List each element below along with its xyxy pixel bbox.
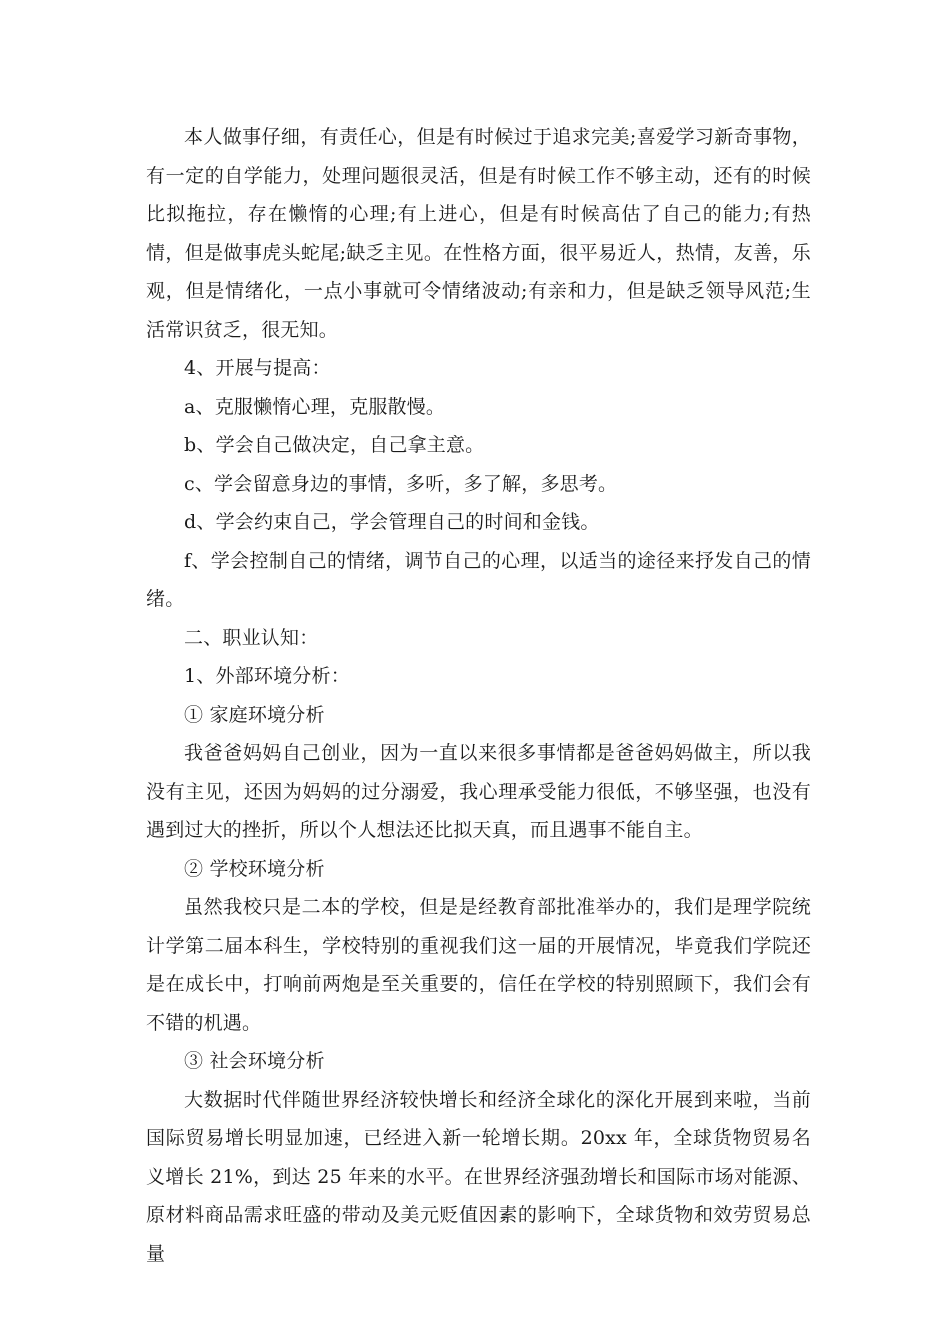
list-item-d: d、学会约束自己，学会管理自己的时间和金钱。	[184, 511, 600, 533]
heading-career-cognition: 二、职业认知：	[184, 626, 319, 649]
paragraph-social-environment: 大数据时代伴随世界经济较快增长和经济全球化的深化开展到来啦，当前国际贸易增长明显加速，已经进入新一轮增长期。20xx 年，全球货物贸易名义增长 21%，到达 25 年来的水平。在世界经济强劲增长和国际市场对能源、原材料商品需求旺盛的带动及美元贬值因素的影响下，全球货物和效劳贸易总量	[146, 1088, 811, 1265]
heading-family-environment: ① 家庭环境分析	[184, 703, 325, 726]
paragraph-school-environment: 虽然我校只是二本的学校，但是是经教育部批准举办的，我们是理学院统计学第二届本科生，学校特别的重视我们这一届的开展情况，毕竟我们学院还是在成长中，打响前两炮是至关重要的，信任在学校的特别照顾下，我们会有不错的机遇。	[146, 896, 811, 1034]
heading-social-environment: ③ 社会环境分析	[184, 1050, 325, 1072]
list-item-a: a、克服懒惰心理，克服散慢。	[184, 395, 446, 418]
paragraph-family-environment: 我爸爸妈妈自己创业，因为一直以来很多事情都是爸爸妈妈做主，所以我没有主见，还因为妈妈的过分溺爱，我心理承受能力很低，不够坚强，也没有遇到过大的挫折，所以个人想法还比拟天真，而且遇事不能自主。	[146, 742, 811, 841]
list-item-b: b、学会自己做决定，自己拿主意。	[184, 434, 485, 456]
heading-school-environment: ② 学校环境分析	[184, 857, 325, 880]
list-item-f: f、学会控制自己的情绪，调节自己的心理，以适当的途径来抒发自己的情绪。	[146, 549, 811, 610]
heading-development-improvement: 4、开展与提高：	[184, 357, 331, 379]
list-item-c: c、学会留意身边的事情，多听，多了解，多思考。	[184, 472, 618, 495]
document-body	[146, 118, 811, 1273]
heading-external-environment: 1、外部环境分析：	[184, 665, 350, 687]
paragraph-self-assessment: 本人做事仔细，有责任心，但是有时候过于追求完美;喜爱学习新奇事物，有一定的自学能力，处理问题很灵活，但是有时候工作不够主动，还有的时候比拟拖拉，存在懒惰的心理;有上进心，但是有时候高估了自己的能力;有热情，但是做事虎头蛇尾;缺乏主见。在性格方面，很平易近人，热情，友善，乐观，但是情绪化，一点小事就可令情绪波动;有亲和力，但是缺乏领导风范;生活常识贫乏，很无知。	[146, 126, 811, 341]
